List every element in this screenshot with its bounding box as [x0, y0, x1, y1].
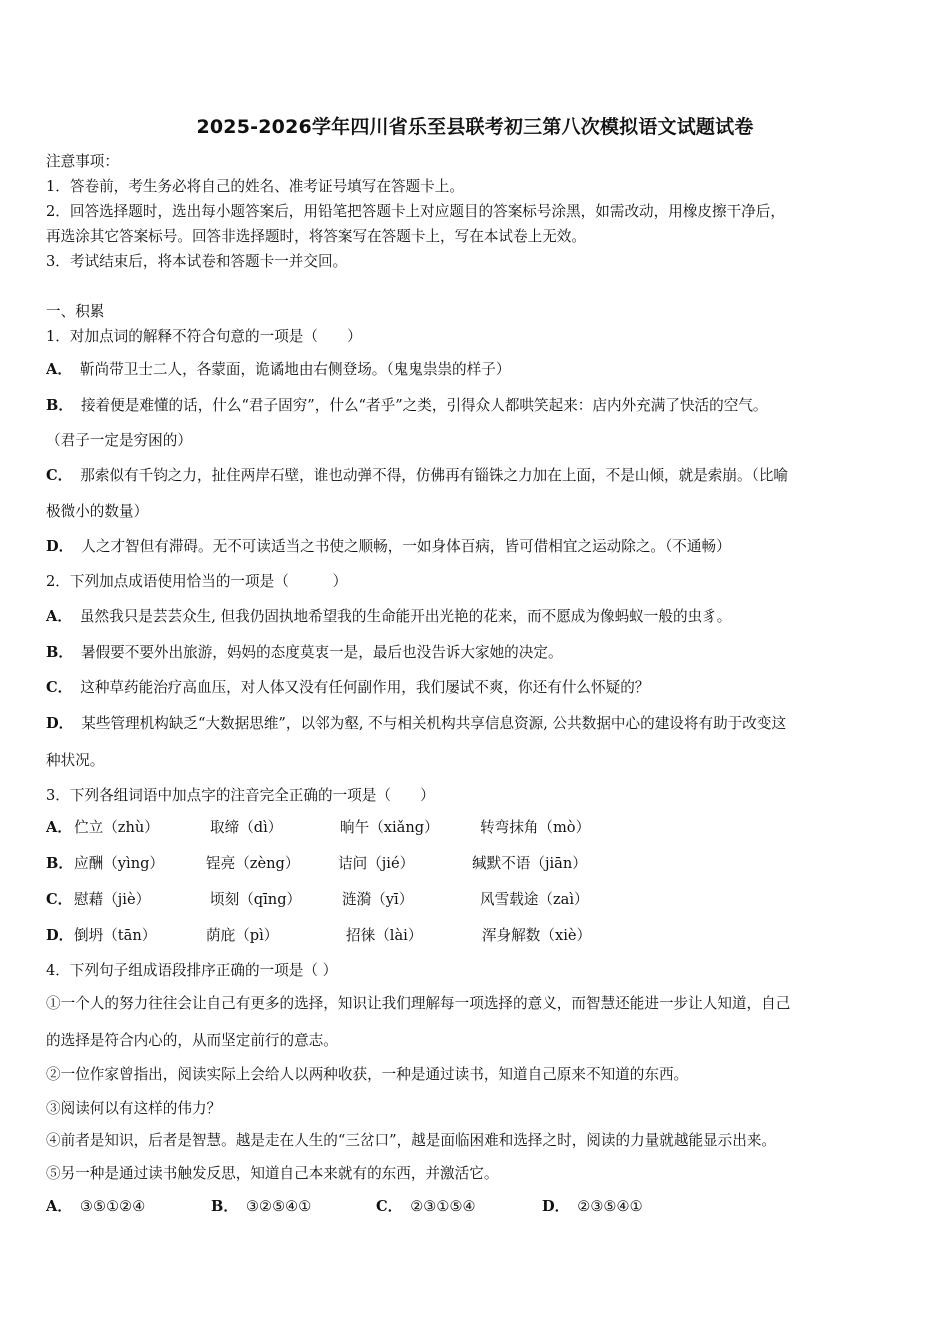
option-text: ②③①⑤④ — [410, 1198, 476, 1215]
option-continuation: 种状况。 — [46, 752, 105, 769]
notice-heading: 注意事项： — [46, 153, 119, 170]
sentence: ①一个人的努力往往会让自己有更多的选择，知识让我们理解每一项选择的意义，而智慧还能进一步让人知道，自己 — [46, 995, 791, 1012]
answer-option — [542, 1197, 643, 1217]
option-word: 伫立（zhù） — [74, 819, 159, 836]
sentence: ④前者是知识，后者是智慧。越是走在人生的“三岔口”，越是面临困难和选择之时，阅读的力量就越能显示出来。 — [46, 1132, 777, 1149]
sentence: ⑤另一种是通过读书触发反思，知道自己本来就有的东西，并激活它。 — [46, 1165, 499, 1182]
option-label: B． — [46, 644, 73, 661]
answer-option — [211, 1197, 311, 1217]
option-text: ③⑤①②④ — [79, 1198, 146, 1215]
option-text: 靳尚带卫士二人，各蒙面，诡谲地由右侧登场。（鬼鬼祟祟的样子） — [79, 361, 511, 378]
option-row — [46, 714, 912, 734]
sentence: ②一位作家曾指出，阅读实际上会给人以两种收获，一种是通过读书，知道自己原来不知道的东西。 — [46, 1066, 689, 1083]
option-label: B． — [211, 1198, 238, 1215]
option-word: 诘问（jié） — [338, 855, 415, 872]
question-stem: 2．下列加点成语使用恰当的一项是（ ） — [46, 573, 348, 590]
option-label: D． — [46, 538, 74, 555]
option-row — [46, 396, 912, 416]
option-word: 取缔（dì） — [210, 819, 283, 836]
option-label: A． — [46, 819, 72, 836]
question-stem: 4．下列句子组成语段排序正确的一项是（ ） — [46, 962, 338, 979]
option-text: 虽然我只是芸芸众生, 但我仍固执地希望我的生命能开出光艳的花来，而不愿成为像蚂蚁一般的虫豸。 — [79, 608, 732, 625]
option-word: 涟漪（yī） — [342, 891, 414, 908]
option-text: ②③⑤④① — [577, 1198, 643, 1215]
option-label: C． — [376, 1198, 403, 1215]
option-row — [46, 678, 912, 698]
option-label: C． — [46, 891, 73, 908]
question-stem: 3．下列各组词语中加点字的注音完全正确的一项是（ ） — [46, 787, 435, 804]
option-continuation: （君子一定是穷困的） — [46, 432, 192, 449]
option-text: 接着便是难懂的话，什么“君子固穷”，什么“者乎”之类，引得众人都哄笑起来：店内外充满了快活的空气。 — [80, 397, 768, 414]
sentence-continuation: 的选择是符合内心的，从而坚定前行的意志。 — [46, 1032, 338, 1049]
option-label: D． — [542, 1198, 570, 1215]
answer-option — [376, 1197, 476, 1217]
option-word: 招徕（lài） — [346, 927, 423, 944]
option-word: 应酬（yìng） — [74, 855, 165, 872]
option-label: A． — [46, 1198, 72, 1215]
option-word: 风雪载途（zaì） — [480, 891, 589, 908]
option-word: 浑身解数（xiè） — [482, 927, 592, 944]
option-word: 晌午（xiǎng） — [340, 819, 439, 836]
option-text: 人之才智但有滞碍。无不可读适当之书使之顺畅，一如身体百病，皆可借相宜之运动除之。（不通畅） — [81, 538, 731, 555]
option-label: C． — [46, 467, 73, 484]
option-label: D． — [46, 715, 74, 732]
option-row — [46, 537, 912, 557]
option-word: 慰藉（jiè） — [74, 891, 151, 908]
option-row — [46, 360, 912, 380]
option-word: 转弯抹角（mò） — [480, 819, 591, 836]
notice-item: 3．考试结束后，将本试卷和答题卡一并交回。 — [46, 253, 348, 270]
notice-item: 2．回答选择题时，选出每小题答案后，用铅笔把答题卡上对应题目的答案标号涂黑，如需改动，用橡皮擦干净后， — [46, 203, 785, 220]
option-word: 锃亮（zèng） — [206, 855, 300, 872]
option-label: D． — [46, 927, 74, 944]
option-text: 暑假要不要外出旅游，妈妈的态度莫衷一是，最后也没告诉大家她的决定。 — [80, 644, 563, 661]
option-word: 荫庇（pì） — [206, 927, 279, 944]
option-label: C． — [46, 679, 73, 696]
notice-item: 1．答卷前，考生务必将自己的姓名、准考证号填写在答题卡上。 — [46, 178, 464, 195]
option-text: 那索似有千钧之力，扯住两岸石壁，谁也动弹不得，仿佛再有锱铢之力加在上面，不是山倾，就是索崩。（比喻 — [80, 467, 789, 484]
option-continuation: 极微小的数量） — [46, 503, 149, 520]
option-label: B． — [46, 397, 73, 414]
option-row — [46, 607, 912, 627]
sentence: ③阅读何以有这样的伟力？ — [46, 1100, 222, 1117]
option-label: A． — [46, 608, 72, 625]
option-row — [46, 466, 912, 486]
option-text: 这种草药能治疗高血压，对人体又没有任何副作用，我们屡试不爽，你还有什么怀疑的？ — [80, 679, 650, 696]
question-stem: 1．对加点词的解释不符合句意的一项是（ ） — [46, 328, 362, 345]
option-text: 某些管理机构缺乏“大数据思维”，以邻为壑, 不与相关机构共享信息资源, 公共数据中心的建设将有助于改变这 — [81, 715, 787, 732]
option-word: 顷刻（qīng） — [210, 891, 302, 908]
answer-option — [46, 1197, 145, 1217]
option-label: B． — [46, 855, 73, 872]
option-word: 缄默不语（jiān） — [472, 855, 587, 872]
notice-item: 再选涂其它答案标号。回答非选择题时，将答案写在答题卡上，写在本试卷上无效。 — [46, 228, 586, 245]
option-text: ③②⑤④① — [245, 1198, 312, 1215]
option-row — [46, 643, 912, 663]
page-title: 2025-2026学年四川省乐至县联考初三第八次模拟语文试题试卷 — [196, 116, 754, 138]
section-heading: 一、积累 — [46, 303, 105, 320]
option-word: 倒坍（tān） — [74, 927, 157, 944]
option-label: A． — [46, 361, 72, 378]
